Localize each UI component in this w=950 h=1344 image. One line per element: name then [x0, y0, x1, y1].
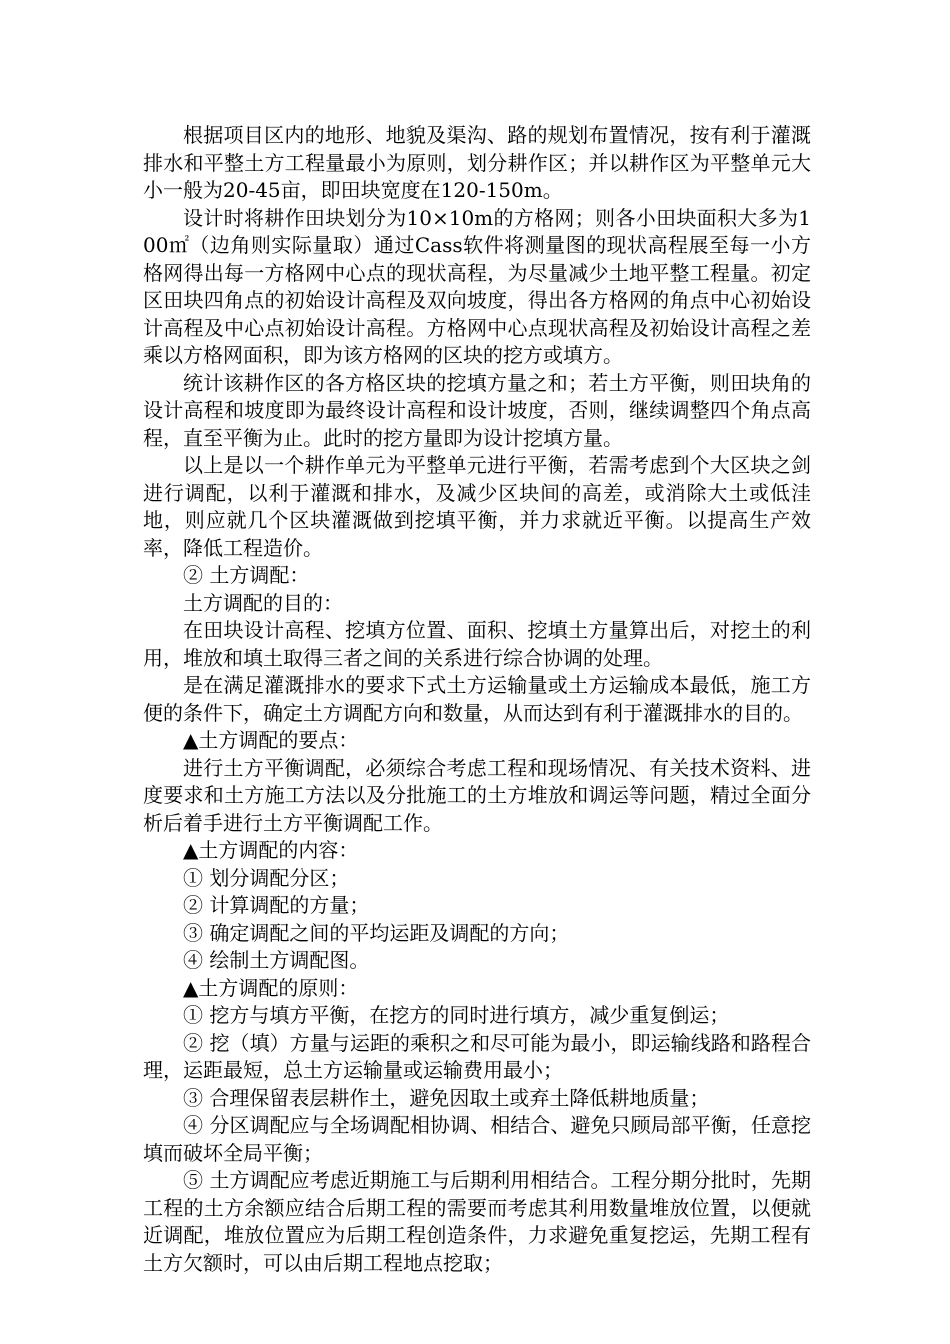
subheading-allocation-keypoints: ▲土方调配的要点： — [183, 728, 359, 752]
list-item-content-1: ① 划分调配分区； — [183, 865, 350, 890]
list-item-content-4: ④ 绘制土方调配图。 — [183, 948, 370, 972]
list-item-content-2: ② 计算调配的方量； — [183, 893, 370, 917]
list-item-principle-4: ④ 分区调配应与全场调配相协调、相结合、避免只顾局部平衡，任意挖填而破坏全局平衡； — [143, 1113, 811, 1165]
list-item-principle-3: ③ 合理保留表层耕作土，避免因取土或弃土降低耕地质量； — [183, 1085, 710, 1110]
paragraph-planning-principle: 根据项目区内的地形、地貌及渠沟、路的规划布置情况，按有利于灌溉排水和平整土方工程量最小为原则，划分耕作区；并以耕作区为平整单元大小一般为20-45亩，即田块宽度在120-150m。 — [143, 123, 811, 202]
list-item-content-3: ③ 确定调配之间的平均运距及调配的方向； — [183, 920, 570, 945]
paragraph-grid-design: 设计时将耕作田块划分为10×10m的方格网；则各小田块面积大多为100㎡（边角则实际量取）通过Cass软件将测量图的现状高程展至每一小方格网得出每一方格网中心点的现状高程，为尽量减少土地平整工程量。初定区田块四角点的初始设计高程及双向坡度，得出各方格网的角点中心初始设计高程及中心点初始设计高程。方格网中心点现状高程及初始设计高程之差乘以方格网面积，即为该方格网的区块的挖方或填方。 — [143, 205, 811, 367]
paragraph-purpose-1: 在田块设计高程、挖填方位置、面积、挖填土方量算出后，对挖土的利用，堆放和填土取得三者之间的关系进行综合协调的处理。 — [143, 618, 811, 670]
subheading-allocation-purpose: 土方调配的目的： — [183, 590, 343, 615]
section-heading-earthwork-allocation: ② 土方调配： — [183, 563, 310, 587]
subheading-allocation-content: ▲土方调配的内容： — [183, 838, 359, 862]
list-item-principle-2: ② 挖（填）方量与运距的乘积之和尽可能为最小，即运输线路和路程合理，运距最短，总土方运输量或运输费用最小； — [143, 1030, 811, 1082]
list-item-principle-5: ⑤ 土方调配应考虑近期施工与后期利用相结合。工程分期分批时，先期工程的土方余额应结合后期工程的需要而考虑其利用数量堆放位置，以便就近调配，堆放位置应为后期工程创造条件，力求避免重复挖运，先期工程有土方欠额时，可以由后期工程地点挖取； — [143, 1168, 811, 1275]
document-body — [143, 122, 811, 1277]
paragraph-keypoints: 进行土方平衡调配，必须综合考虑工程和现场情况、有关技术资料、进度要求和土方施工方法以及分批施工的土方堆放和调运等问题，精过全面分析后着手进行土方平衡调配工作。 — [143, 755, 811, 835]
paragraph-purpose-2: 是在满足灌溉排水的要求下式土方运输量或土方运输成本最低，施工方便的条件下，确定土方调配方向和数量，从而达到有利于灌溉排水的目的。 — [143, 673, 811, 725]
subheading-allocation-principles: ▲土方调配的原则： — [183, 975, 359, 1000]
paragraph-regional-balance: 以上是以一个耕作单元为平整单元进行平衡，若需考虑到个大区块之剑进行调配，以利于灌溉和排水，及减少区块间的高差，或消除大土或低洼地，则应就几个区块灌溉做到挖填平衡，并力求就近平衡。以提高生产效率，降低工程造价。 — [143, 453, 811, 560]
list-item-principle-1: ① 挖方与填方平衡，在挖方的同时进行填方，减少重复倒运； — [183, 1003, 730, 1027]
paragraph-balance-statistics: 统计该耕作区的各方格区块的挖填方量之和；若土方平衡，则田块角的设计高程和坡度即为最终设计高程和设计坡度，否则，继续调整四个角点高程，直至平衡为止。此时的挖方量即为设计挖填方量。 — [143, 370, 811, 450]
